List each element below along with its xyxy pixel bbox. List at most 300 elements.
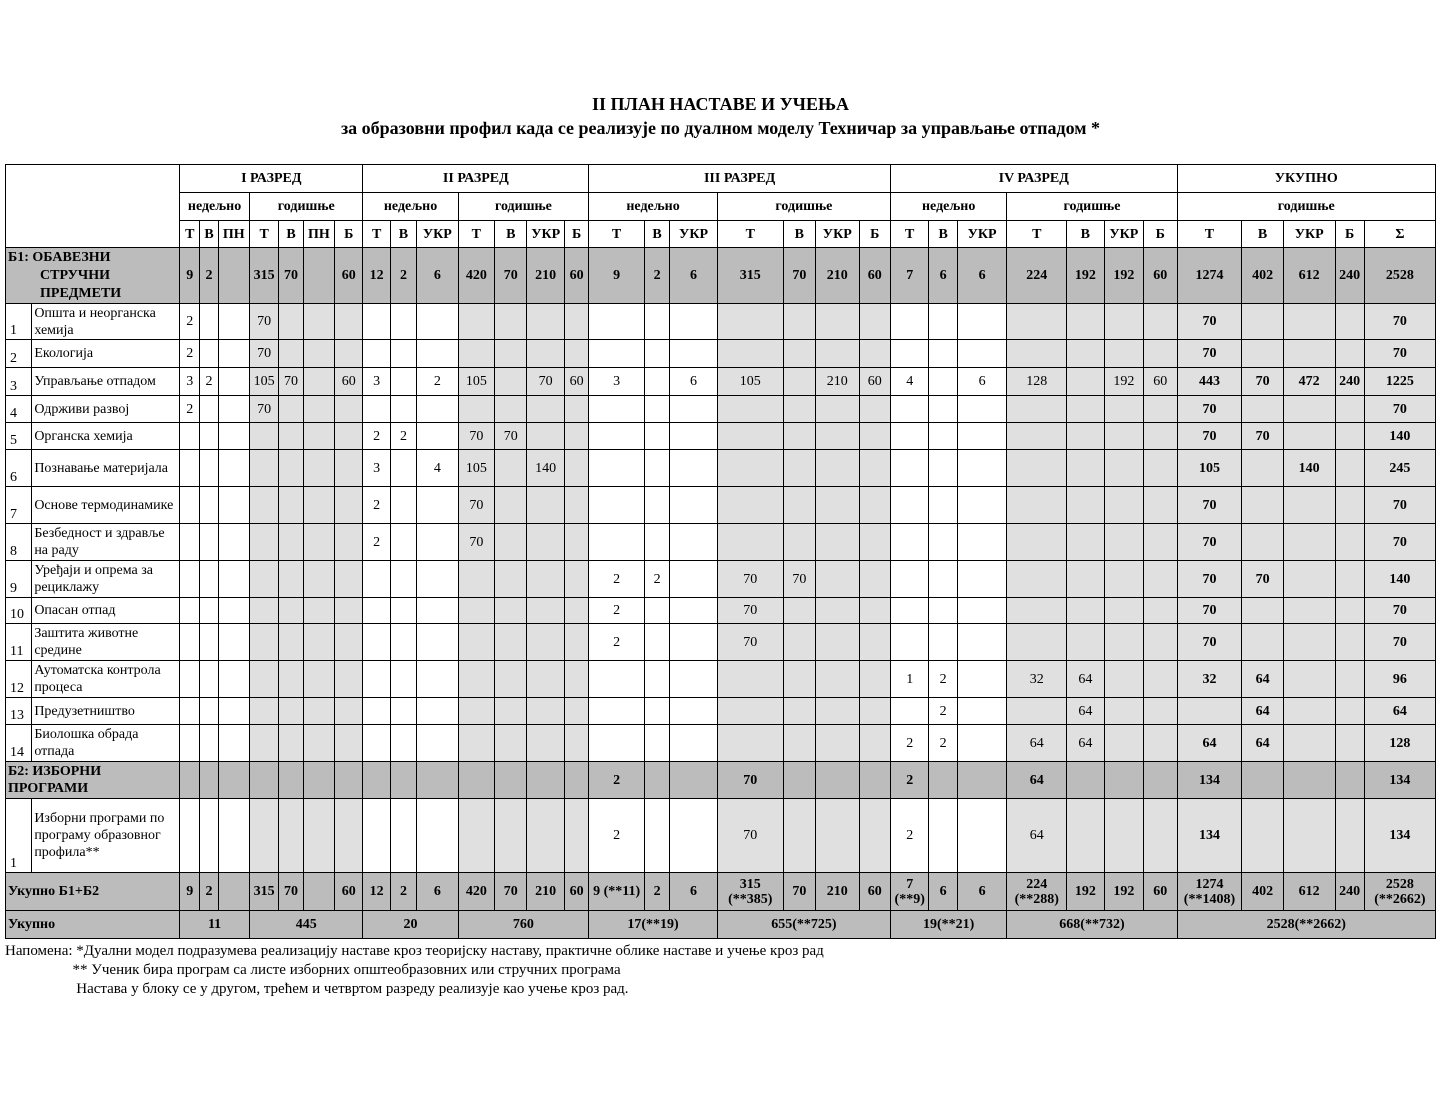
col-header: Б: [1144, 221, 1177, 248]
table-cell: [859, 799, 890, 873]
table-cell: [1067, 524, 1104, 561]
table-cell: 402: [1242, 873, 1284, 911]
table-cell: [363, 304, 390, 340]
table-cell: [1104, 624, 1143, 661]
total-header: УКУПНО: [1177, 165, 1435, 193]
table-row: [6, 561, 1436, 598]
weekly-header: недељно: [363, 193, 458, 221]
table-cell: [303, 423, 334, 450]
table-cell: [495, 396, 527, 423]
table-cell: [218, 340, 249, 368]
table-cell: 14: [6, 725, 32, 762]
table-cell: 12: [6, 661, 32, 698]
weekly-header: недељно: [890, 193, 1006, 221]
table-cell: 134: [1177, 762, 1242, 799]
col-header: В: [390, 221, 416, 248]
table-cell: [929, 524, 957, 561]
table-cell: [1144, 340, 1177, 368]
table-cell: 134: [1364, 762, 1435, 799]
table-cell: 2: [363, 487, 390, 524]
table-cell: 8: [6, 524, 32, 561]
table-cell: 2: [390, 423, 416, 450]
table-cell: [527, 799, 564, 873]
table-cell: [564, 598, 588, 624]
table-cell: 224: [1007, 248, 1067, 304]
table-cell: 64: [1067, 698, 1104, 725]
table-cell: [859, 423, 890, 450]
table-cell: [1144, 450, 1177, 487]
table-row: [6, 661, 1436, 698]
table-cell: [717, 450, 783, 487]
table-cell: [1144, 487, 1177, 524]
table-cell: 64: [1177, 725, 1242, 762]
table-cell: [180, 524, 200, 561]
table-cell: [670, 624, 718, 661]
table-cell: 10: [6, 598, 32, 624]
table-cell: 20: [363, 911, 458, 939]
table-cell: [390, 762, 416, 799]
table-cell: [670, 598, 718, 624]
table-cell: [1144, 661, 1177, 698]
table-cell: [458, 624, 494, 661]
table-cell: [200, 799, 218, 873]
annual-header: годишње: [458, 193, 589, 221]
table-cell: 2: [890, 762, 928, 799]
table-cell: [180, 598, 200, 624]
table-cell: [1104, 561, 1143, 598]
table-cell: [303, 762, 334, 799]
table-cell: Органска хемија: [32, 423, 180, 450]
table-cell: [890, 450, 928, 487]
table-row: [6, 873, 1436, 911]
table-cell: [200, 661, 218, 698]
table-cell: [495, 661, 527, 698]
table-cell: [957, 698, 1007, 725]
table-cell: [495, 368, 527, 396]
table-cell: Општа и неорганска хемија: [32, 304, 180, 340]
table-cell: [717, 487, 783, 524]
table-cell: 1: [6, 799, 32, 873]
table-cell: [1067, 340, 1104, 368]
table-cell: 70: [1177, 396, 1242, 423]
table-cell: [929, 304, 957, 340]
table-cell: [1283, 661, 1335, 698]
table-cell: [816, 799, 860, 873]
table-cell: 70: [717, 561, 783, 598]
table-cell: 13: [6, 698, 32, 725]
grade4-header: IV РАЗРЕД: [890, 165, 1177, 193]
table-cell: 60: [1144, 873, 1177, 911]
table-cell: 1: [6, 304, 32, 340]
table-cell: [279, 524, 303, 561]
table-cell: [1283, 598, 1335, 624]
table-cell: 60: [859, 248, 890, 304]
table-cell: [1242, 799, 1284, 873]
table-cell: [589, 423, 645, 450]
table-cell: 7: [6, 487, 32, 524]
annual-header: годишње: [1177, 193, 1435, 221]
table-cell: [303, 487, 334, 524]
table-cell: [1067, 598, 1104, 624]
note-3: Настава у блоку се у другом, трећем и четвртом разреду реализује као учење кроз рад.: [5, 981, 629, 997]
table-cell: 6: [957, 368, 1007, 396]
table-cell: [527, 304, 564, 340]
table-cell: [816, 661, 860, 698]
table-cell: 9: [180, 873, 200, 911]
table-cell: 2: [363, 524, 390, 561]
table-cell: [589, 524, 645, 561]
table-cell: [218, 368, 249, 396]
table-cell: 9 (**11): [589, 873, 645, 911]
table-cell: [1144, 762, 1177, 799]
table-cell: [200, 598, 218, 624]
table-cell: 70: [279, 368, 303, 396]
table-cell: 134: [1177, 799, 1242, 873]
table-cell: 70: [783, 873, 815, 911]
table-cell: 11: [6, 624, 32, 661]
table-cell: [589, 304, 645, 340]
table-cell: [218, 450, 249, 487]
table-cell: 668(**732): [1007, 911, 1177, 939]
table-cell: [303, 698, 334, 725]
table-cell: [200, 698, 218, 725]
table-cell: [890, 524, 928, 561]
table-cell: [859, 661, 890, 698]
col-header: УКР: [816, 221, 860, 248]
table-cell: [390, 487, 416, 524]
table-cell: [670, 524, 718, 561]
table-cell: 70: [1364, 487, 1435, 524]
table-cell: [890, 487, 928, 524]
table-cell: [1007, 624, 1067, 661]
table-cell: Безбедност и здравље на раду: [32, 524, 180, 561]
col-header: Т: [1177, 221, 1242, 248]
table-cell: [957, 725, 1007, 762]
table-cell: [783, 598, 815, 624]
table-cell: 6: [670, 873, 718, 911]
table-cell: [218, 762, 249, 799]
table-cell: 472: [1283, 368, 1335, 396]
table-cell: [218, 661, 249, 698]
table-cell: [335, 304, 363, 340]
page-title: II ПЛАН НАСТАВЕ И УЧЕЊА: [591, 94, 850, 114]
table-cell: [303, 598, 334, 624]
table-cell: [527, 661, 564, 698]
table-cell: [363, 598, 390, 624]
table-cell: [250, 762, 279, 799]
table-cell: [1335, 661, 1364, 698]
col-header: Т: [363, 221, 390, 248]
table-cell: 6: [929, 873, 957, 911]
table-cell: [644, 396, 669, 423]
table-cell: [303, 450, 334, 487]
table-cell: Заштита животне средине: [32, 624, 180, 661]
col-header: ПН: [218, 221, 249, 248]
table-cell: [335, 340, 363, 368]
table-cell: 60: [564, 873, 588, 911]
table-cell: [363, 762, 390, 799]
table-cell: 70: [1177, 423, 1242, 450]
table-cell: [180, 624, 200, 661]
table-cell: 192: [1104, 368, 1143, 396]
table-cell: [1007, 304, 1067, 340]
table-cell: 2: [589, 624, 645, 661]
table-cell: 70: [717, 598, 783, 624]
table-cell: 9: [180, 248, 200, 304]
table-cell: 4: [6, 396, 32, 423]
table-cell: [1007, 598, 1067, 624]
table-cell: 60: [564, 368, 588, 396]
table-cell: 60: [859, 873, 890, 911]
table-cell: [717, 340, 783, 368]
table-cell: 6: [670, 248, 718, 304]
table-cell: 128: [1007, 368, 1067, 396]
table-cell: 420: [458, 873, 494, 911]
table-row: [6, 598, 1436, 624]
table-cell: [200, 304, 218, 340]
table-cell: 64: [1364, 698, 1435, 725]
table-cell: [335, 698, 363, 725]
table-cell: [303, 304, 334, 340]
table-cell: 224 (**288): [1007, 873, 1067, 911]
table-cell: [335, 423, 363, 450]
table-cell: [303, 624, 334, 661]
table-cell: 2: [180, 304, 200, 340]
table-cell: [859, 698, 890, 725]
table-cell: [929, 396, 957, 423]
table-cell: [1104, 725, 1143, 762]
table-cell: [1335, 340, 1364, 368]
table-cell: [495, 450, 527, 487]
table-cell: [1283, 799, 1335, 873]
table-row: [6, 911, 1436, 939]
table-cell: [495, 598, 527, 624]
table-cell: [200, 396, 218, 423]
table-cell: 2: [390, 873, 416, 911]
table-cell: [527, 725, 564, 762]
table-cell: [644, 698, 669, 725]
table-cell: 402: [1242, 248, 1284, 304]
table-cell: 19(**21): [890, 911, 1006, 939]
table-cell: 70: [527, 368, 564, 396]
table-cell: [859, 624, 890, 661]
table-cell: 70: [250, 304, 279, 340]
note-2: ** Ученик бира програм са листе изборних општеобразовних или стручних програма: [5, 962, 621, 978]
table-cell: [564, 725, 588, 762]
table-cell: 70: [717, 799, 783, 873]
table-cell: [303, 248, 334, 304]
table-cell: 655(**725): [717, 911, 890, 939]
table-cell: [303, 340, 334, 368]
table-cell: [564, 304, 588, 340]
table-cell: [1104, 423, 1143, 450]
table-cell: Екологија: [32, 340, 180, 368]
table-cell: 60: [335, 368, 363, 396]
table-cell: [1283, 624, 1335, 661]
table-cell: [303, 799, 334, 873]
table-cell: [1335, 450, 1364, 487]
table-cell: 192: [1067, 248, 1104, 304]
table-cell: [890, 423, 928, 450]
table-cell: [589, 661, 645, 698]
table-cell: 240: [1335, 368, 1364, 396]
table-cell: [1283, 698, 1335, 725]
table-cell: [279, 698, 303, 725]
table-cell: [200, 725, 218, 762]
table-cell: [957, 762, 1007, 799]
table-cell: [250, 698, 279, 725]
table-cell: [644, 487, 669, 524]
table-cell: [783, 799, 815, 873]
table-cell: [1283, 524, 1335, 561]
col-header: Б: [564, 221, 588, 248]
table-cell: [200, 487, 218, 524]
table-cell: [816, 340, 860, 368]
table-cell: 70: [1177, 304, 1242, 340]
table-cell: 64: [1242, 698, 1284, 725]
table-cell: [957, 661, 1007, 698]
table-cell: [816, 762, 860, 799]
table-cell: [495, 799, 527, 873]
table-cell: [279, 340, 303, 368]
table-cell: [859, 598, 890, 624]
table-cell: [670, 762, 718, 799]
table-cell: [390, 368, 416, 396]
table-cell: 210: [527, 248, 564, 304]
table-cell: 2: [200, 248, 218, 304]
table-cell: [1104, 304, 1143, 340]
table-cell: [303, 368, 334, 396]
table-cell: [670, 396, 718, 423]
table-cell: 192: [1104, 873, 1143, 911]
table-cell: [816, 598, 860, 624]
table-cell: [1283, 725, 1335, 762]
col-header: Т: [890, 221, 928, 248]
table-cell: [1283, 304, 1335, 340]
table-cell: [644, 725, 669, 762]
table-cell: [644, 598, 669, 624]
grade2-header: II РАЗРЕД: [363, 165, 589, 193]
table-cell: 70: [279, 248, 303, 304]
table-cell: [200, 561, 218, 598]
note-1: Напомена: *Дуални модел подразумева реализацију наставе кроз теоријску наставу, практичне облике наставе и учење кроз рад: [5, 943, 824, 959]
table-cell: [363, 698, 390, 725]
table-cell: [957, 561, 1007, 598]
table-cell: [1104, 450, 1143, 487]
table-cell: 9: [589, 248, 645, 304]
table-cell: 6: [929, 248, 957, 304]
table-cell: 60: [1144, 248, 1177, 304]
table-cell: 315 (**385): [717, 873, 783, 911]
table-row: [6, 524, 1436, 561]
table-cell: [1242, 340, 1284, 368]
table-cell: [717, 524, 783, 561]
table-cell: [180, 698, 200, 725]
table-cell: [527, 698, 564, 725]
grade1-header: I РАЗРЕД: [180, 165, 363, 193]
table-cell: 443: [1177, 368, 1242, 396]
table-cell: 2: [589, 762, 645, 799]
table-row: [6, 396, 1436, 423]
table-cell: [417, 762, 459, 799]
col-header: Т: [250, 221, 279, 248]
table-cell: [1144, 524, 1177, 561]
table-cell: [390, 304, 416, 340]
table-cell: [1007, 524, 1067, 561]
table-cell: 70: [495, 873, 527, 911]
table-cell: [816, 624, 860, 661]
table-cell: 240: [1335, 873, 1364, 911]
table-cell: [527, 762, 564, 799]
table-cell: [670, 561, 718, 598]
table-cell: [250, 725, 279, 762]
table-cell: [279, 624, 303, 661]
table-cell: [335, 624, 363, 661]
table-cell: [1104, 661, 1143, 698]
table-cell: [218, 799, 249, 873]
table-cell: [279, 487, 303, 524]
table-cell: [1067, 423, 1104, 450]
table-cell: [890, 598, 928, 624]
table-cell: [458, 304, 494, 340]
table-cell: [717, 698, 783, 725]
table-cell: [458, 762, 494, 799]
table-cell: [890, 396, 928, 423]
table-cell: 70: [717, 762, 783, 799]
table-cell: [1007, 423, 1067, 450]
table-cell: [929, 423, 957, 450]
col-header: В: [200, 221, 218, 248]
table-cell: 134: [1364, 799, 1435, 873]
table-cell: Б2: ИЗБОРНИ ПРОГРАМИ: [6, 762, 180, 799]
table-cell: [1283, 762, 1335, 799]
table-cell: 140: [1283, 450, 1335, 487]
table-cell: [644, 304, 669, 340]
table-cell: [335, 799, 363, 873]
table-cell: [957, 423, 1007, 450]
annual-header: годишње: [717, 193, 890, 221]
table-cell: [200, 762, 218, 799]
table-cell: 2: [589, 561, 645, 598]
table-cell: [279, 598, 303, 624]
table-cell: [1144, 698, 1177, 725]
table-cell: 64: [1067, 661, 1104, 698]
table-cell: 12: [363, 873, 390, 911]
table-cell: 70: [279, 873, 303, 911]
table-cell: [929, 598, 957, 624]
table-cell: [859, 524, 890, 561]
weekly-header: недељно: [589, 193, 718, 221]
table-cell: [218, 304, 249, 340]
table-cell: [1067, 396, 1104, 423]
table-cell: 70: [1177, 524, 1242, 561]
table-cell: 70: [1364, 340, 1435, 368]
table-cell: [644, 762, 669, 799]
table-cell: [279, 561, 303, 598]
table-cell: 210: [816, 248, 860, 304]
table-cell: [929, 340, 957, 368]
table-cell: 1274: [1177, 248, 1242, 304]
table-cell: [644, 368, 669, 396]
table-cell: [564, 799, 588, 873]
table-cell: [363, 396, 390, 423]
table-cell: [1242, 304, 1284, 340]
table-cell: 70: [717, 624, 783, 661]
table-cell: 70: [250, 396, 279, 423]
table-cell: [816, 304, 860, 340]
table-cell: 315: [250, 248, 279, 304]
table-cell: [717, 396, 783, 423]
